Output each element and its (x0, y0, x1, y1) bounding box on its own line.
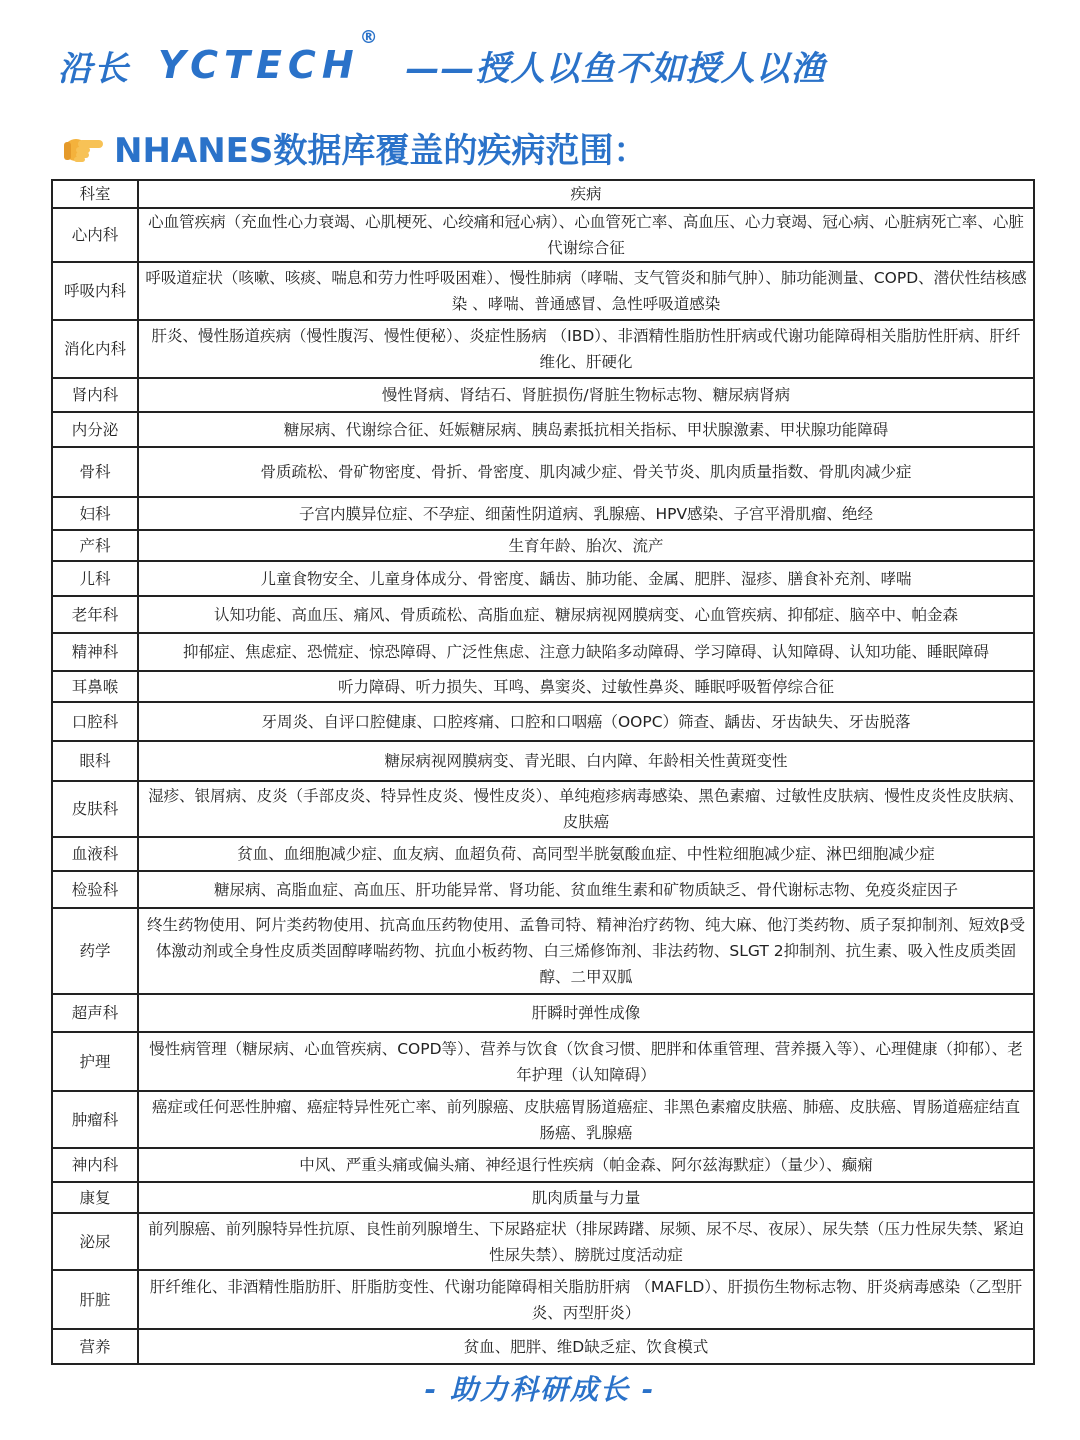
table-row (52, 208, 1034, 262)
disease-cell: 子宫内膜异位症、不孕症、细菌性阴道病、乳腺癌、HPV感染、子宫平滑肌瘤、绝经 (138, 497, 1034, 530)
disease-cell: 呼吸道症状（咳嗽、咳痰、喘息和劳力性呼吸困难）、慢性肺病（哮喘、支气管炎和肺气肿）、肺功能测量、COPD、潜伏性结核感染 、哮喘、普通感冒、急性呼吸道感染 (138, 262, 1034, 320)
table-row (52, 633, 1034, 671)
disease-cell: 抑郁症、焦虑症、恐慌症、惊恐障碍、广泛性焦虑、注意力缺陷多动障碍、学习障碍、认知障碍、认知功能、睡眠障碍 (138, 633, 1034, 671)
dept-cell: 药学 (52, 908, 138, 994)
table-row (52, 262, 1034, 320)
disease-cell: 肝瞬时弹性成像 (138, 994, 1034, 1032)
table-row (52, 837, 1034, 871)
brand-name-en (158, 27, 384, 87)
dept-cell: 产科 (52, 530, 138, 561)
dept-cell: 康复 (52, 1182, 138, 1213)
disease-cell: 慢性病管理（糖尿病、心血管疾病、COPD等）、营养与饮食（饮食习惯、肥胖和体重管理、营养摄入等）、心理健康（抑郁）、老年护理（认知障碍） (138, 1032, 1034, 1091)
pointing-hand-icon (62, 125, 106, 169)
table-row (52, 671, 1034, 702)
table-row (52, 908, 1034, 994)
dept-cell: 老年科 (52, 596, 138, 633)
dept-cell: 皮肤科 (52, 781, 138, 837)
dept-cell: 血液科 (52, 837, 138, 871)
header-cell-dept: 科室 (52, 180, 138, 208)
page-title-text: NHANES数据库覆盖的疾病范围： (114, 130, 648, 171)
table-row (52, 994, 1034, 1032)
dept-cell: 肝脏 (52, 1270, 138, 1329)
disease-cell: 贫血、肥胖、维D缺乏症、饮食模式 (138, 1329, 1034, 1364)
table-row (52, 412, 1034, 447)
table-row (52, 530, 1034, 561)
table-row (52, 447, 1034, 497)
table-row (52, 596, 1034, 633)
page-title (62, 120, 647, 174)
disease-cell: 湿疹、银屑病、皮炎（手部皮炎、特异性皮炎、慢性皮炎）、单纯疱疹病毒感染、黑色素瘤、过敏性皮肤病、慢性皮炎性皮肤病、皮肤癌 (138, 781, 1034, 837)
table-row (52, 1329, 1034, 1364)
disease-table-body (52, 180, 1034, 1364)
dept-cell: 精神科 (52, 633, 138, 671)
table-row (52, 1213, 1034, 1270)
disease-cell: 中风、严重头痛或偏头痛、神经退行性疾病（帕金森、阿尔兹海默症）（量少）、癫痫 (138, 1148, 1034, 1182)
table-header-row (52, 180, 1034, 208)
disease-cell: 肌肉质量与力量 (138, 1182, 1034, 1213)
dept-cell: 肾内科 (52, 378, 138, 412)
disease-table-container (51, 179, 1035, 1365)
disease-cell: 心血管疾病（充血性心力衰竭、心肌梗死、心绞痛和冠心病）、心血管死亡率、高血压、心力衰竭、冠心病、心脏病死亡率、心脏代谢综合征 (138, 208, 1034, 262)
table-row (52, 741, 1034, 781)
table-row (52, 781, 1034, 837)
registered-mark: ® (359, 27, 384, 48)
brand-name-cn: 沿长 (58, 48, 130, 89)
header-cell-disease: 疾病 (138, 180, 1034, 208)
footer-slogan: - 助力科研成长 - (424, 1373, 656, 1406)
disease-cell: 慢性肾病、肾结石、肾脏损伤/肾脏生物标志物、糖尿病肾病 (138, 378, 1034, 412)
disease-cell: 牙周炎、自评口腔健康、口腔疼痛、口腔和口咽癌（OOPC）筛查、龋齿、牙齿缺失、牙齿脱落 (138, 702, 1034, 741)
disease-cell: 生育年龄、胎次、流产 (138, 530, 1034, 561)
table-row (52, 702, 1034, 741)
table-row (52, 1270, 1034, 1329)
disease-cell: 癌症或任何恶性肿瘤、癌症特异性死亡率、前列腺癌、皮肤癌胃肠道癌症、非黑色素瘤皮肤癌、肺癌、皮肤癌、胃肠道癌症结直肠癌、乳腺癌 (138, 1091, 1034, 1148)
dept-cell: 儿科 (52, 561, 138, 596)
disease-cell: 终生药物使用、阿片类药物使用、抗高血压药物使用、孟鲁司特、精神治疗药物、纯大麻、他汀类药物、质子泵抑制剂、短效β受体激动剂或全身性皮质类固醇哮喘药物、抗血小板药物、白三烯修饰剂、非法药物、SLGT 2抑制剂、抗生素、吸入性皮质类固醇、二甲双胍 (138, 908, 1034, 994)
dept-cell: 心内科 (52, 208, 138, 262)
dept-cell: 泌尿 (52, 1213, 138, 1270)
disease-cell: 认知功能、高血压、痛风、骨质疏松、高脂血症、糖尿病视网膜病变、心血管疾病、抑郁症、脑卒中、帕金森 (138, 596, 1034, 633)
table-row (52, 497, 1034, 530)
dept-cell: 口腔科 (52, 702, 138, 741)
table-row (52, 871, 1034, 908)
brand-name-en-text: YCTECH (158, 43, 360, 87)
disease-cell: 肝炎、慢性肠道疾病（慢性腹泻、慢性便秘）、炎症性肠病 （IBD）、非酒精性脂肪性肝病或代谢功能障碍相关脂肪性肝病、肝纤维化、肝硬化 (138, 320, 1034, 378)
disease-cell: 肝纤维化、非酒精性脂肪肝、肝脂肪变性、代谢功能障碍相关脂肪肝病 （MAFLD）、肝损伤生物标志物、肝炎病毒感染（乙型肝炎、丙型肝炎） (138, 1270, 1034, 1329)
disease-cell: 听力障碍、听力损失、耳鸣、鼻窦炎、过敏性鼻炎、睡眠呼吸暂停综合征 (138, 671, 1034, 702)
dept-cell: 护理 (52, 1032, 138, 1091)
disease-table (51, 179, 1035, 1365)
brand-slogan: ——授人以鱼不如授人以渔 (405, 48, 826, 89)
dept-cell: 肿瘤科 (52, 1091, 138, 1148)
dept-cell: 检验科 (52, 871, 138, 908)
disease-cell: 糖尿病、代谢综合征、妊娠糖尿病、胰岛素抵抗相关指标、甲状腺激素、甲状腺功能障碍 (138, 412, 1034, 447)
dept-cell: 眼科 (52, 741, 138, 781)
table-row (52, 1032, 1034, 1091)
brand-header (58, 27, 826, 96)
table-row (52, 561, 1034, 596)
dept-cell: 耳鼻喉 (52, 671, 138, 702)
disease-cell: 糖尿病视网膜病变、青光眼、白内障、年龄相关性黄斑变性 (138, 741, 1034, 781)
dept-cell: 内分泌 (52, 412, 138, 447)
table-row (52, 1091, 1034, 1148)
dept-cell: 消化内科 (52, 320, 138, 378)
disease-cell: 前列腺癌、前列腺特异性抗原、良性前列腺增生、下尿路症状（排尿踌躇、尿频、尿不尽、夜尿）、尿失禁（压力性尿失禁、紧迫性尿失禁）、膀胱过度活动症 (138, 1213, 1034, 1270)
table-row (52, 320, 1034, 378)
table-row (52, 1182, 1034, 1213)
dept-cell: 呼吸内科 (52, 262, 138, 320)
dept-cell: 神内科 (52, 1148, 138, 1182)
disease-cell: 贫血、血细胞减少症、血友病、血超负荷、高同型半胱氨酸血症、中性粒细胞减少症、淋巴细胞减少症 (138, 837, 1034, 871)
disease-cell: 糖尿病、高脂血症、高血压、肝功能异常、肾功能、贫血维生素和矿物质缺乏、骨代谢标志物、免疫炎症因子 (138, 871, 1034, 908)
dept-cell: 营养 (52, 1329, 138, 1364)
dept-cell: 超声科 (52, 994, 138, 1032)
dept-cell: 妇科 (52, 497, 138, 530)
table-row (52, 378, 1034, 412)
disease-cell: 骨质疏松、骨矿物密度、骨折、骨密度、肌肉减少症、骨关节炎、肌肉质量指数、骨肌肉减少症 (138, 447, 1034, 497)
dept-cell: 骨科 (52, 447, 138, 497)
disease-cell: 儿童食物安全、儿童身体成分、骨密度、龋齿、肺功能、金属、肥胖、湿疹、膳食补充剂、哮喘 (138, 561, 1034, 596)
table-row (52, 1148, 1034, 1182)
